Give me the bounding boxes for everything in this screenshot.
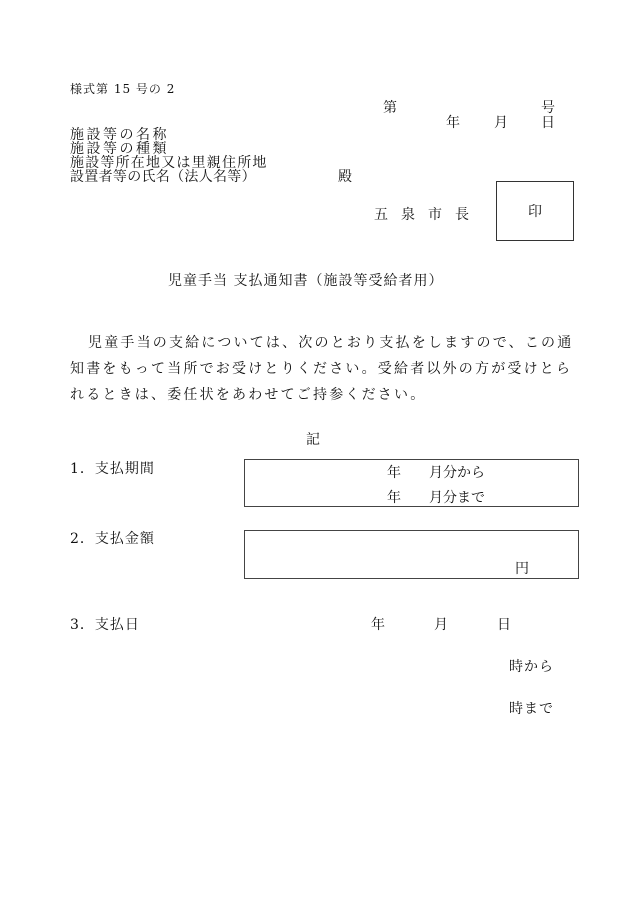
pay-day: 日 — [497, 617, 511, 633]
amount-unit: 円 — [515, 561, 529, 577]
payment-amount-label: 2．支払金額 — [70, 531, 155, 547]
ki-heading: 記 — [306, 432, 320, 448]
number-suffix: 号 — [541, 100, 555, 116]
seal-box — [496, 181, 574, 241]
pay-time-from: 時から — [509, 659, 554, 675]
body-line-2: 知書をもって当所でお受けとりください。受給者以外の方が受けとら — [70, 361, 573, 377]
body-line-3: れるときは、委任状をあわせてご持参ください。 — [70, 387, 427, 403]
pay-year: 年 — [371, 617, 385, 633]
issuer-mayor: 五泉市長 — [374, 207, 482, 223]
issue-day: 日 — [541, 115, 555, 131]
body-line-1: 児童手当の支給については、次のとおり支払をしますので、この通 — [88, 335, 574, 351]
form-number: 様式第 15 号の 2 — [70, 82, 176, 96]
document-title: 児童手当 支払通知書（施設等受給者用） — [168, 273, 444, 289]
issue-month: 月 — [494, 115, 508, 131]
period-from: 年 月分から — [387, 465, 485, 481]
seal-label: 印 — [528, 204, 542, 220]
period-to: 年 月分まで — [387, 490, 485, 506]
payment-date-label: 3．支払日 — [70, 617, 140, 633]
honorific: 殿 — [338, 169, 352, 185]
pay-month: 月 — [434, 617, 448, 633]
pay-time-to: 時まで — [509, 701, 554, 717]
number-prefix: 第 — [383, 100, 397, 116]
payment-period-label: 1．支払期間 — [70, 461, 155, 477]
issue-year: 年 — [446, 115, 460, 131]
facility-address-label: 施設等所在地又は里親住所地 — [70, 155, 268, 171]
body-paragraph — [70, 330, 574, 408]
facility-type-label: 施設等の種類 — [70, 141, 169, 157]
facility-name-label: 施設等の名称 — [70, 127, 169, 143]
founder-name-label: 設置者等の氏名（法人名等） — [70, 169, 256, 185]
